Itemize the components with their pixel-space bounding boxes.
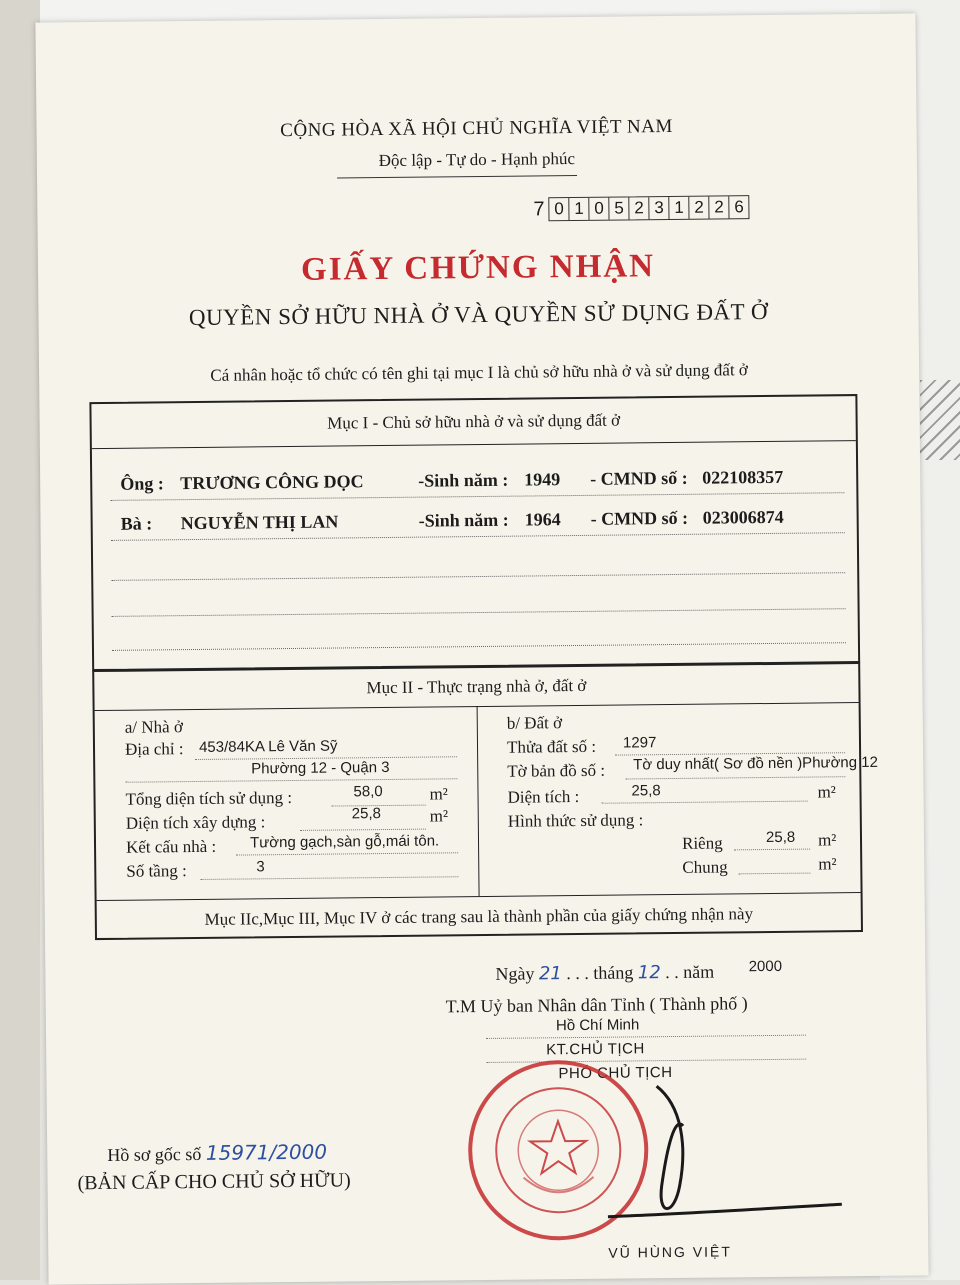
dotted-line [112, 608, 846, 617]
plot-label: Thửa đất số : [506, 736, 597, 757]
motto-underline [337, 175, 577, 179]
year-value: 2000 [748, 957, 783, 976]
dotted-line [111, 572, 845, 581]
usage-label: Hình thức sử dụng : [507, 810, 644, 831]
serial-digit: 1 [569, 198, 589, 220]
owner-row [120, 506, 847, 534]
land-area-value: 25,8 [631, 782, 661, 800]
certificate-title: GIẤY CHỨNG NHẬN [300, 248, 656, 288]
national-motto: Độc lập - Tự do - Hạnh phúc [378, 148, 576, 171]
day-label: Ngày [495, 963, 535, 984]
dotted-line [734, 849, 810, 851]
section-footer-note: Mục IIc,Mục III, Mục IV ở các trang sau là thành phần của giấy chứng nhận này [204, 904, 754, 929]
vice-chairman-title: PHÓ CHỦ TỊCH [558, 1064, 673, 1083]
land-label: b/ Đất ở [506, 713, 563, 733]
structure-value: Tường gạch,sàn gỗ,mái tôn. [249, 832, 440, 852]
background-page-edge [0, 0, 40, 1280]
area-unit: m² [817, 830, 837, 850]
background-hatch [920, 380, 960, 460]
certificate-subtitle: QUYỀN SỞ HỮU NHÀ Ở VÀ QUYỀN SỬ DỤNG ĐẤT Ở [188, 298, 769, 331]
area-unit: m² [817, 782, 836, 802]
owner-name: NGUYỄN THỊ LAN [180, 511, 339, 534]
dossier-number [107, 1140, 327, 1166]
owner-row [120, 466, 846, 494]
id-number: 023006874 [702, 506, 784, 528]
column-divider [477, 706, 480, 896]
owner-name: TRƯƠNG CÔNG DỌC [180, 471, 364, 494]
section-property-heading: Mục II - Thực trạng nhà ở, đất ở [94, 664, 858, 711]
chairman-title: KT.CHỦ TỊCH [546, 1040, 645, 1059]
issue-date: Ngày 21 . . . tháng 12 . . năm $^{2000}$ [495, 957, 783, 985]
plot-value: 1297 [622, 734, 657, 752]
area-unit: m² [818, 854, 837, 874]
serial-digit: 3 [649, 197, 669, 219]
handwritten-signature [586, 1064, 848, 1237]
dotted-line [125, 778, 457, 782]
serial-digit: 1 [669, 197, 689, 219]
section-owners [89, 394, 860, 671]
id-label: - CMND số : [590, 467, 688, 489]
address-label: Địa chỉ : [124, 739, 184, 759]
common-label: Chung [682, 857, 728, 877]
floors-label: Số tầng : [126, 861, 187, 881]
signer-name: VŨ HÙNG VIỆT [608, 1243, 732, 1261]
private-label: Riêng [681, 833, 723, 853]
serial-prefix: 7 [533, 197, 545, 220]
day-value: 21 [538, 963, 562, 985]
address-line1: 453/84KA Lê Văn Sỹ [198, 737, 338, 756]
dotted-line [738, 873, 810, 875]
dotted-line [486, 1035, 806, 1039]
total-area-value: 58,0 [353, 783, 383, 801]
id-label: - CMND số : [590, 507, 689, 529]
birth-year: 1964 [524, 509, 561, 530]
birth-label: -Sinh năm : [418, 469, 509, 491]
dotted-line [625, 776, 845, 779]
section-property [92, 662, 878, 940]
serial-digit: 0 [589, 198, 609, 220]
owner-title: Ông : [120, 473, 164, 494]
national-name: CỘNG HÒA XÃ HỘI CHỦ NGHĨA VIỆT NAM [280, 115, 673, 142]
year-label: năm [683, 961, 715, 982]
dotted-line [602, 801, 808, 804]
dossier-label: Hồ sơ gốc số [107, 1143, 202, 1165]
floors-value: 3 [256, 858, 265, 876]
serial-digit: 2 [709, 196, 729, 218]
dotted-line [112, 642, 846, 651]
built-area-label: Diện tích xây dựng : [125, 812, 266, 833]
address-line2: Phường 12 - Quận 3 [251, 758, 390, 778]
private-value: 25,8 [765, 828, 796, 847]
house-label: a/ Nhà ở [124, 717, 183, 737]
birth-year: 1949 [524, 469, 561, 490]
issuer: T.M Uỷ ban Nhân dân Tỉnh ( Thành phố ) [445, 993, 748, 1017]
copy-holder-note: (BẢN CẤP CHO CHỦ SỞ HỮU) [77, 1169, 351, 1195]
serial-digit: 2 [689, 197, 709, 219]
birth-label: -Sinh năm : [418, 509, 509, 531]
serial-digit: 5 [609, 197, 629, 219]
map-label: Tờ bản đồ số : [507, 760, 606, 781]
area-unit: m² [429, 806, 449, 826]
month-value: 12 [637, 962, 661, 984]
serial-digit: 6 [734, 197, 744, 217]
map-value: Tờ duy nhất( Sơ đồ nền )Phường 12 [633, 753, 878, 774]
serial-number [533, 195, 749, 221]
land-area-label: Diện tích : [507, 786, 580, 807]
dossier-value: 15971/2000 [205, 1139, 328, 1165]
dotted-line [200, 876, 458, 880]
intro-text: Cá nhân hoặc tổ chức có tên ghi tại mục I là chủ sở hữu nhà ở và sử dụng đất ở [210, 360, 748, 385]
section-owners-heading: Mục I - Chủ sở hữu nhà ở và sử dụng đất ở [91, 396, 855, 449]
area-unit: m² [429, 784, 448, 804]
dotted-line [300, 829, 426, 831]
serial-digit: 2 [629, 197, 649, 219]
id-number: 022108357 [702, 466, 784, 488]
issuer-city: Hồ Chí Minh [555, 1016, 640, 1035]
property-details [95, 702, 878, 901]
certificate-page [35, 13, 928, 1284]
structure-label: Kết cấu nhà : [125, 836, 217, 857]
total-area-label: Tổng diện tích sử dụng : [125, 787, 293, 809]
serial-digit: 0 [549, 198, 569, 220]
dotted-line [236, 852, 458, 855]
built-area-value: 25,8 [351, 805, 382, 823]
serial-digit-boxes [548, 195, 749, 221]
owner-title: Bà : [120, 513, 153, 534]
month-label: tháng [593, 962, 634, 983]
